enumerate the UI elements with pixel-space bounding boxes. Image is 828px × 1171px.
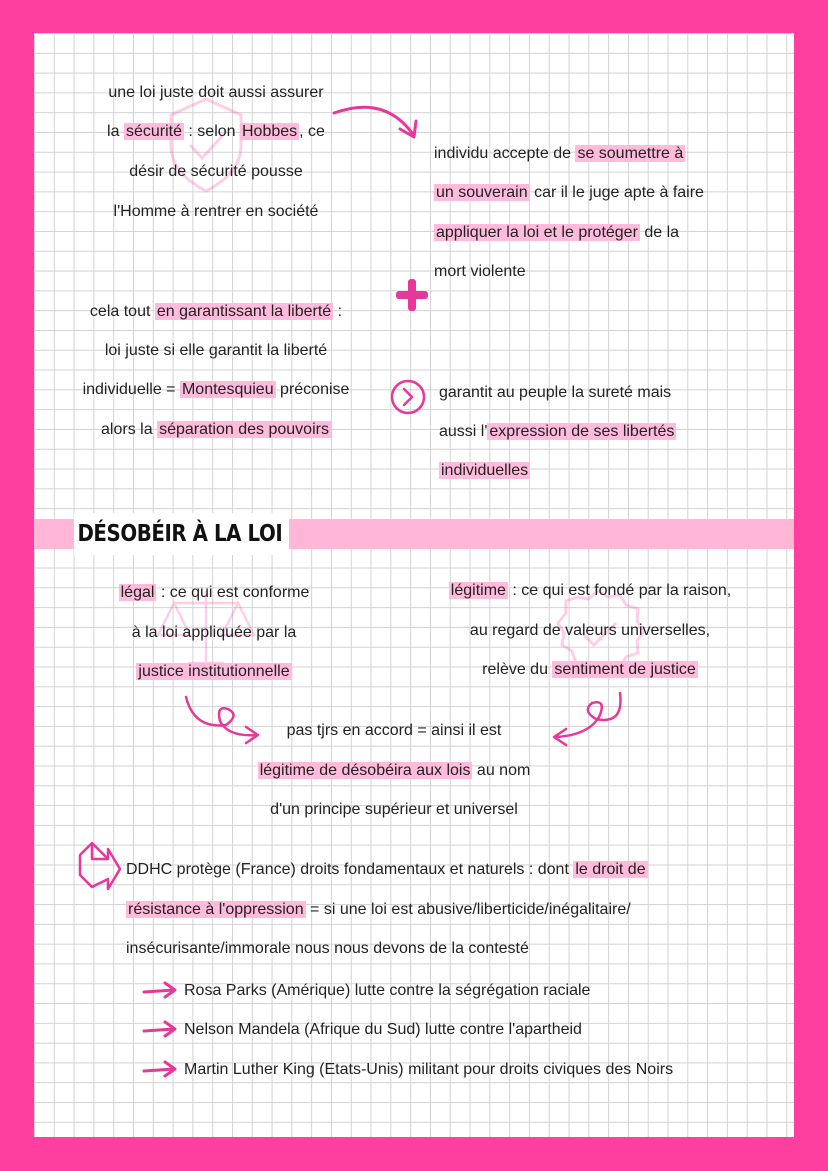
highlighted-text: sécurité <box>125 123 182 140</box>
hobbes-right-line-1: individu accepte de se soumettre à <box>434 145 684 162</box>
hobbes-left-line-4: l'Homme à rentrer en société <box>113 203 319 220</box>
highlighted-text: individuelles <box>441 462 529 479</box>
legal-line-2: à la loi appliquée par la <box>131 624 297 641</box>
legitime-line-3: relève du sentiment de justice <box>482 661 696 678</box>
montesquieu-right-line-2: aussi l' expression de ses libertés <box>439 423 675 440</box>
notes-page <box>34 33 794 1137</box>
plus-icon <box>396 279 428 311</box>
highlighted-text: résistance à l'oppression <box>128 901 304 918</box>
hobbes-right-line-3: appliquer la loi et le protéger de la <box>436 224 680 241</box>
curved-arrow-icon <box>334 107 416 137</box>
section-heading: DÉSOBÉIR À LA LOI <box>74 513 289 555</box>
highlighted-text: Hobbes <box>242 123 298 140</box>
montesquieu-left-line-4: alors la séparation des pouvoirs <box>101 421 329 438</box>
highlighted-text: sentiment de justice <box>554 661 696 678</box>
highlighted-text: en garantissant la liberté <box>156 303 332 320</box>
highlighted-text: appliquer la loi et le protéger <box>436 224 638 241</box>
accent-icons <box>34 33 794 1137</box>
ddhc-line-3: insécurisante/immorale nous nous devons de la contesté <box>126 940 529 957</box>
highlighted-text: un souverain <box>436 184 528 201</box>
hobbes-right-line-2: un souverain car il le juge apte à faire <box>436 184 704 201</box>
loop-arrow-icon <box>186 697 258 743</box>
highlighted-text: séparation des pouvoirs <box>159 421 329 438</box>
ddhc-line-2: résistance à l'oppression = si une loi est abusive/liberticide/inégalitaire/ <box>128 901 631 918</box>
ddhc-line-1: DDHC protège (France) droits fondamentaux et naturels : dont le droit de <box>126 861 646 878</box>
center-line-3: d'un principe supérieur et universel <box>270 801 518 818</box>
highlighted-text: Montesquieu <box>181 381 274 398</box>
montesquieu-left-line-2: loi juste si elle garantit la liberté <box>104 342 328 359</box>
example-rosa-parks: Rosa Parks (Amérique) lutte contre la ségrégation raciale <box>184 982 591 999</box>
right-arrow-icon <box>144 983 175 997</box>
montesquieu-right-line-1: garantit au peuple la sureté mais <box>439 384 672 401</box>
montesquieu-left-line-1: cela tout en garantissant la liberté : <box>89 303 343 320</box>
hobbes-left-line-2: la sécurité : selon Hobbes , ce <box>107 123 325 140</box>
montesquieu-left-line-3: individuelle = Montesquieu préconise <box>82 381 350 398</box>
center-line-2: légitime de désobéira aux lois au nom <box>259 762 531 779</box>
right-arrow-icon <box>144 1062 175 1076</box>
chevron-right-circle-icon <box>392 381 424 413</box>
center-line-1: pas tjrs en accord = ainsi il est <box>286 722 502 739</box>
hobbes-right-line-4: mort violente <box>434 263 526 280</box>
highlighted-text: légal <box>120 584 155 601</box>
highlighted-text: le droit de <box>575 861 646 878</box>
legal-line-1: légal : ce qui est conforme <box>120 584 310 601</box>
highlighted-text: se soumettre à <box>577 145 684 162</box>
highlighted-text: légitime de désobéira aux lois <box>259 762 471 779</box>
example-nelson-mandela: Nelson Mandela (Afrique du Sud) lutte contre l'apartheid <box>184 1021 582 1038</box>
loop-arrow-icon <box>554 693 621 745</box>
example-martin-luther-king: Martin Luther King (Etats-Unis) militant pour droits civiques des Noirs <box>184 1061 674 1078</box>
highlighted-text: légitime <box>450 582 506 599</box>
highlighted-text: expression de ses libertés <box>489 423 675 440</box>
legitime-line-2: au regard de valeurs universelles, <box>469 622 711 639</box>
hobbes-left-line-1: une loi juste doit aussi assurer <box>108 84 324 101</box>
hobbes-left-line-3: désir de sécurité pousse <box>129 163 303 180</box>
pointer-arrow-icon <box>80 843 120 889</box>
right-arrow-icon <box>144 1022 175 1036</box>
legitime-line-1: légitime : ce qui est fondé par la raison, <box>450 582 732 599</box>
highlighted-text: justice institutionnelle <box>138 663 290 680</box>
